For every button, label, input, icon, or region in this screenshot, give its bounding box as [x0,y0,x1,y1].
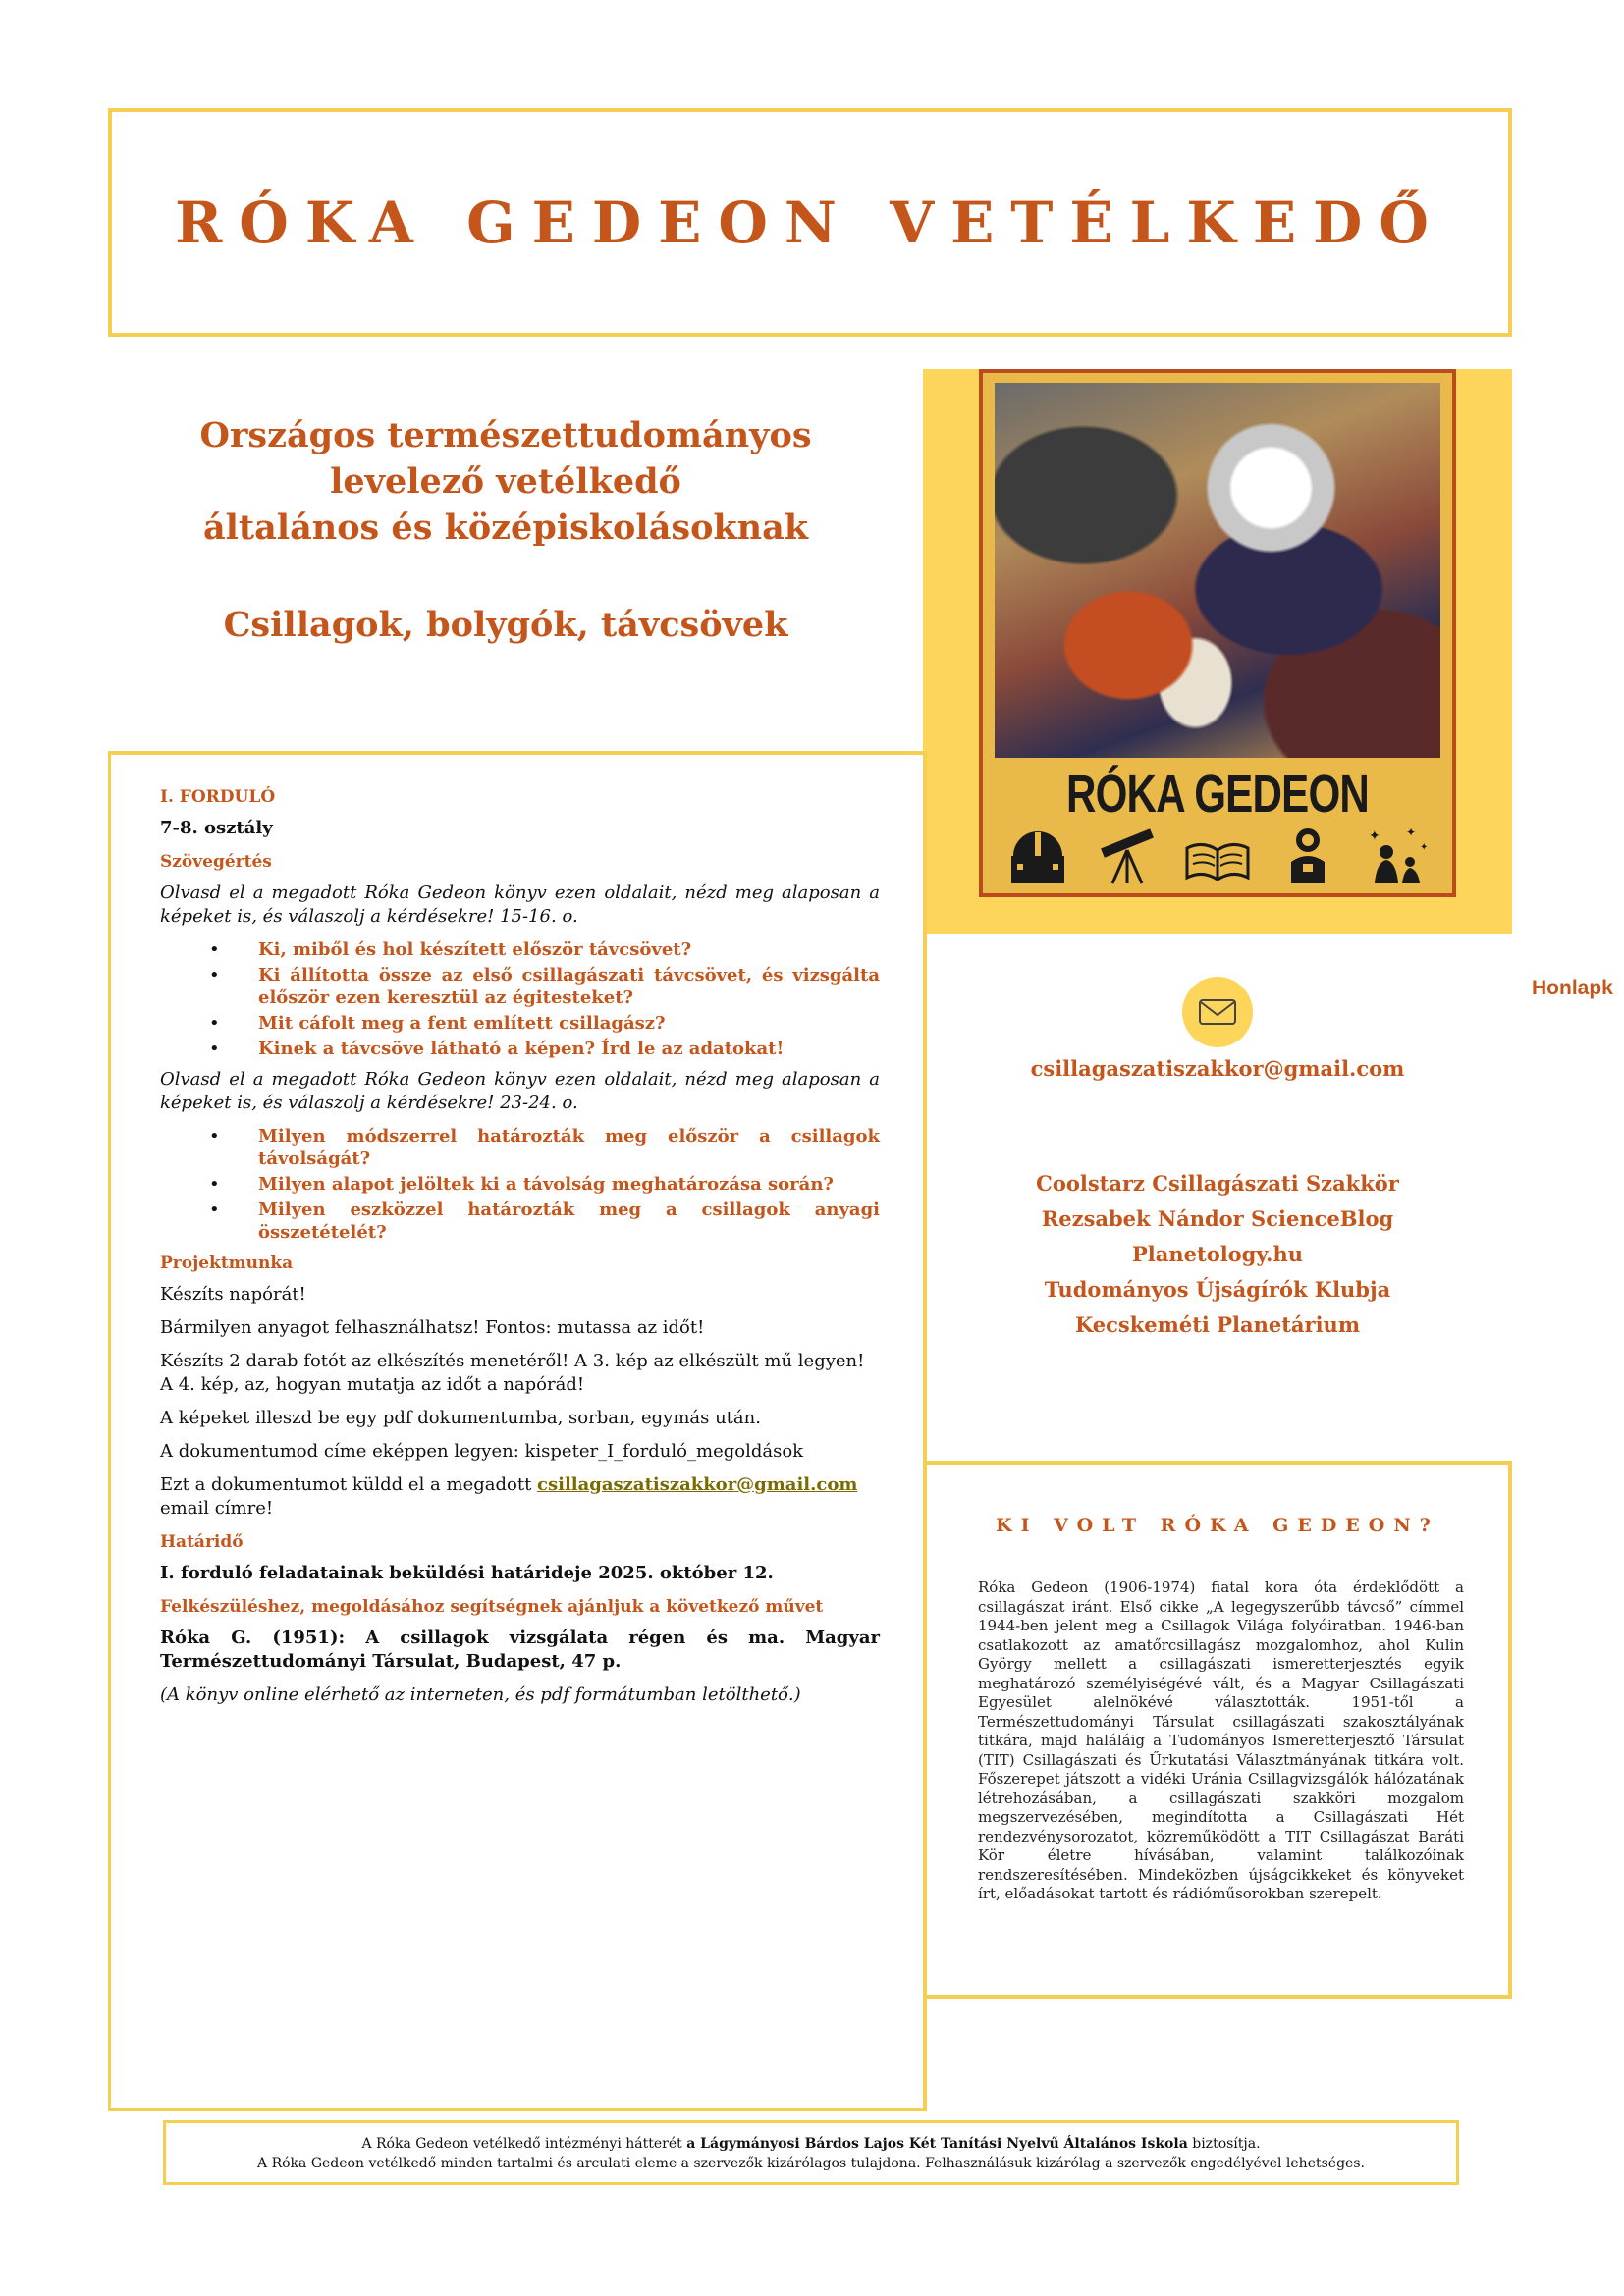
project-submit-text [160,1473,880,1521]
project-text: A dokumentumod címe eképpen legyen: kispeter_I_forduló_megoldások [160,1441,804,1462]
envelope-icon [1198,997,1237,1027]
question-item: • Ki, miből és hol készített először távcsövet? [160,938,880,961]
mail-button[interactable] [1182,977,1253,1047]
question-list-1 [160,938,880,1060]
open-book-icon [1183,825,1252,885]
project-text: A képeket illeszd be egy pdf dokumentumba, sorban, egymás után. [160,1408,761,1428]
reading-instruction-1: Olvasd el a megadott Róka Gedeon könyv ezen oldalait, nézd meg alaposan a képeket is, és válaszolj a kérdésekre! 15-16. o. [160,882,880,927]
homepage-link[interactable]: Honlapk [1532,977,1613,999]
poster-name: RÓKA GEDEON [1065,765,1370,824]
project-title: Projektmunka [160,1254,294,1273]
section-reading-title: Szövegértés [160,852,272,872]
partners-list [923,1166,1512,1343]
deadline-title: Határidő [160,1532,244,1552]
grade-label: 7-8. osztály [160,818,273,838]
submit-email-link[interactable]: csillagaszatiszakkor@gmail.com [537,1474,858,1495]
project-text: Készíts 2 darab fotót az elkészítés menetéről! A 3. kép az elkészült mű legyen! A 4. kép, az, hogyan mutatja az időt a napórád! [160,1351,865,1395]
subtitle-line-1: Országos természettudományos [199,415,812,455]
question-item: • Ki állította össze az első csillagászati távcsövet, és vizsgálta először ezen keresztül az égitesteket? [160,964,880,1009]
title-box [108,108,1512,337]
portrait-image [995,383,1440,758]
partner-item: Planetology.hu [1131,1242,1304,1266]
observatory-icon [1003,825,1072,885]
footer-line-1 [166,2134,1456,2154]
subtitle-line-2: levelező vetélkedő [330,461,681,502]
astronaut-icon [1273,825,1342,885]
contact-email[interactable]: csillagaszatiszakkor@gmail.com [1030,1056,1405,1081]
round-title: I. FORDULÓ [160,787,276,807]
partner-item: Rezsabek Nándor ScienceBlog [1041,1206,1394,1231]
question-item: • Milyen módszerrel határozták meg először a csillagok távolságát? [160,1125,880,1170]
partner-item: Kecskeméti Planetárium [1074,1312,1361,1337]
question-item: • Milyen eszközzel határozták meg a csillagok anyagi összetételét? [160,1199,880,1244]
deadline-text: I. forduló feladatainak beküldési határideje 2025. október 12. [160,1563,774,1583]
poster-panel [923,369,1512,934]
question-item: • Mit cáfolt meg a fent említett csillagász? [160,1012,880,1035]
about-text: Róka Gedeon (1906-1974) fiatal kora óta érdeklődött a csillagászat iránt. Első cikke „A legegyszerűbb távcső” címmel 1944-ben jelent meg a Csillagok Világa folyóiratban. 1946-ban csatlakozott az amatőrcsillagász mozgalomhoz, ahol Kulin György mellett a csillagászati ismeretterjesztés egyik meghatározó személyiségévé vált, és a Magyar Csillagászati Egyesület alelnökévé választották. 1951-től a Természettudományi Társulat csillagászati szakosztályának titkára, majd haláláig a Tudományos Ismeretterjesztő Társulat (TIT) Csillagászati és Űrkutatási Választmányának titkára volt. Főszerepet játszott a vidéki Uránia Csillagvizsgálók hálózatának létrehozásában, a csillagászati szakköri mozgalom megszervezésében, megindította a Csillagászati Hét rendezvénysorozatot, közreműködött a TIT Csillagászat Baráti Kör életre hívásában, valamint találkozóinak rendszeresítésében. Mindeközben újságcikkeket és könyveket írt, előadásokat tartott és rádióműsorokban szerepelt. [978,1578,1464,1902]
footer-line-1-post: biztosítja. [1187,2136,1261,2152]
footer-line-1-pre: A Róka Gedeon vetélkedő intézményi hátterét [361,2136,687,2152]
book-note: (A könyv online elérhető az interneten, és pdf formátumban letölthető.) [160,1684,801,1705]
about-title: KI VOLT RÓKA GEDEON? [996,1515,1439,1536]
subtitle-line-3: általános és középiskolásoknak [202,507,809,548]
project-text: Készíts napórát! [160,1284,306,1305]
question-list-2 [160,1125,880,1244]
project-text: Bármilyen anyagot felhasználhatsz! Fontos: mutassa az időt! [160,1317,705,1338]
submit-text-pre: Ezt a dokumentumot küldd el a megadott [160,1474,538,1495]
stargazers-icon [1363,825,1432,885]
svg-text:✦: ✦ [1406,826,1417,839]
svg-text:✦: ✦ [1369,828,1380,844]
reading-instruction-2: Olvasd el a megadott Róka Gedeon könyv ezen oldalait, nézd meg alaposan a képeket is, és válaszolj a kérdésekre! 23-24. o. [160,1069,880,1113]
page-title: RÓKA GEDEON VETÉLKEDŐ [175,188,1445,256]
subtitle-block [147,412,864,648]
partner-item: Coolstarz Csillagászati Szakkör [1036,1171,1399,1196]
submit-text-post: email címre! [160,1498,274,1519]
partner-item: Tudományos Újságírók Klubja [1044,1277,1391,1302]
poster-icons [983,825,1452,885]
footer-school-name: a Lágymányosi Bárdos Lajos Két Tanítási Nyelvű Általános Iskola [686,2136,1188,2152]
preparation-title: Felkészüléshez, megoldásához segítségnek ajánljuk a következő művet [160,1597,824,1617]
question-item: • Milyen alapot jelöltek ki a távolság meghatározása során? [160,1173,880,1196]
book-reference: Róka G. (1951): A csillagok vizsgálata régen és ma. Magyar Természettudományi Társulat, Budapest, 47 p. [160,1628,880,1672]
footer [163,2120,1459,2185]
footer-line-2: A Róka Gedeon vetélkedő minden tartalmi és arculati eleme a szervezők kizárólagos tulajdona. Felhasználásuk kizárólag a szervezők engedélyével lehetséges. [257,2156,1365,2171]
svg-text:✦: ✦ [1420,842,1429,853]
main-task-content [160,785,880,1717]
poster-frame [979,369,1456,897]
topic-title: Csillagok, bolygók, távcsövek [223,605,788,645]
telescope-icon [1093,825,1162,885]
question-item: • Kinek a távcsöve látható a képen? Írd le az adatokat! [160,1038,880,1060]
